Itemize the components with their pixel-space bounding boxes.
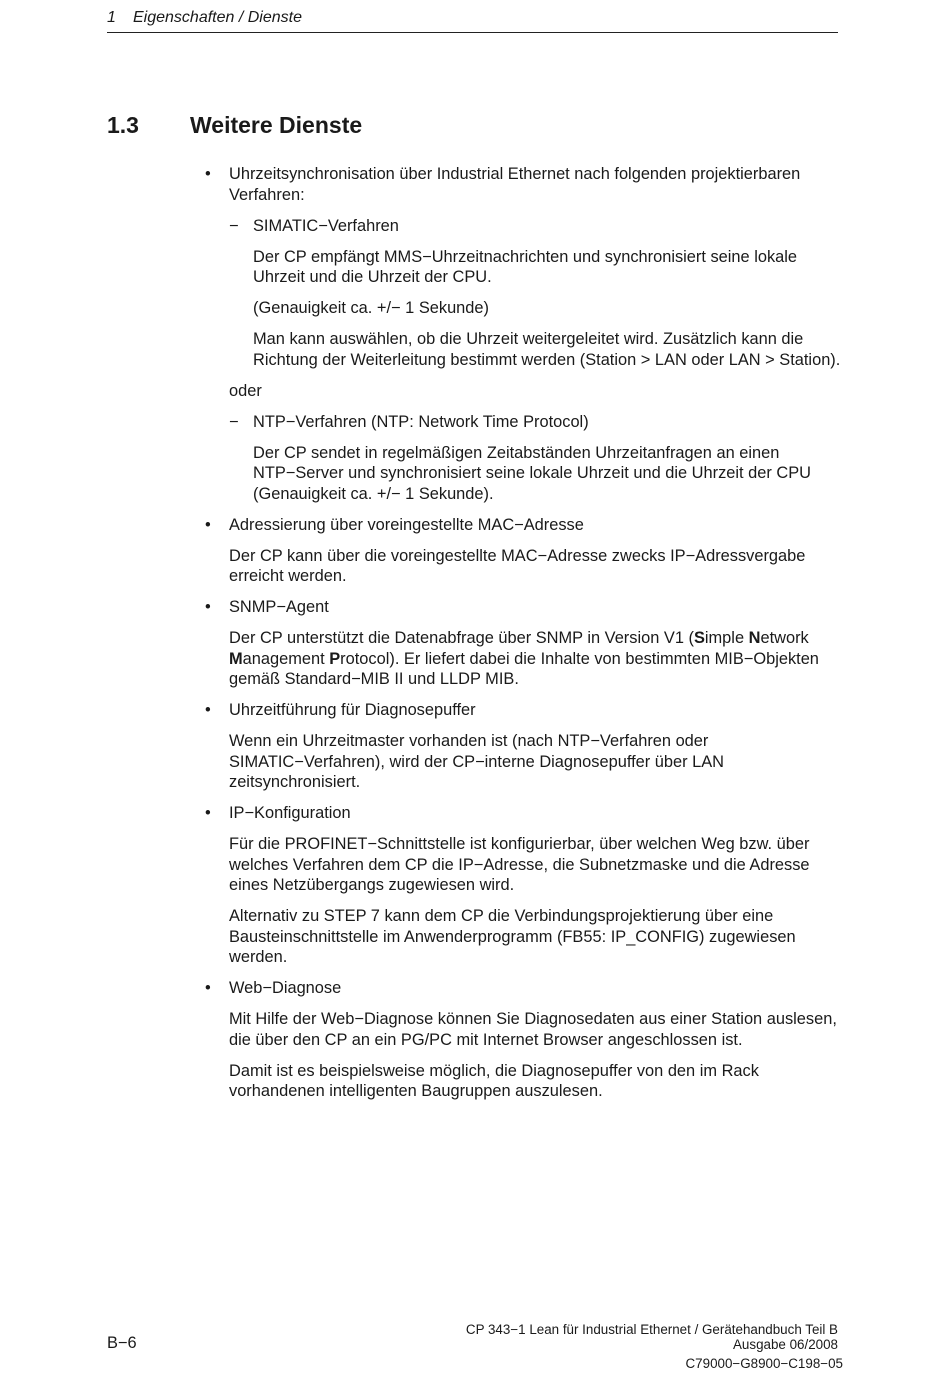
paragraph: Man kann auswählen, ob die Uhrzeit weitergeleitet wird. Zusätzlich kann die Richtung der Weiterleitung bestimmt werden (Station > LAN oder LAN > Station). <box>253 330 841 369</box>
paragraph: Mit Hilfe der Web−Diagnose können Sie Diagnosedaten aus einer Station auslesen, die über den CP an ein PG/PC mit Internet Browser angeschlossen ist. <box>229 1010 837 1049</box>
page-number: B−6 <box>107 1334 137 1352</box>
text-run: etwork <box>760 629 809 647</box>
bullet-text: IP−Konfiguration <box>229 804 351 822</box>
paragraph: Der CP sendet in regelmäßigen Zeitabständen Uhrzeitanfragen an einen NTP−Server und synchronisiert seine lokale Uhrzeit und die Uhrzeit der CPU (Genauigkeit ca. +/− 1 Sekunde). <box>253 443 811 503</box>
running-header <box>107 8 838 33</box>
bullet-item <box>205 700 841 721</box>
text-run: Der CP unterstützt die Datenabfrage über SNMP in Version V1 ( <box>229 629 694 647</box>
bullet-icon: • <box>205 701 211 719</box>
bullet-item <box>205 597 841 618</box>
text-run: anagement <box>242 649 330 668</box>
paragraph: (Genauigkeit ca. +/− 1 Sekunde) <box>253 299 489 317</box>
dash-text: SIMATIC−Verfahren <box>253 216 399 235</box>
footer-edition: Ausgabe 06/2008 <box>733 1337 838 1352</box>
bullet-item <box>205 515 841 536</box>
paragraph: Damit ist es beispielsweise möglich, die Diagnosepuffer von den im Rack vorhandenen intelligenten Baugruppen auszulesen. <box>229 1061 759 1100</box>
paragraph <box>205 628 841 690</box>
bullet-icon: • <box>205 804 211 822</box>
bold-letter: P <box>329 649 341 668</box>
dash-text: NTP−Verfahren (NTP: Network Time Protocol) <box>253 412 589 431</box>
bold-letter: M <box>229 649 243 668</box>
header-chapter-number: 1 <box>107 9 116 26</box>
bullet-text: Uhrzeitführung für Diagnosepuffer <box>229 701 476 719</box>
section-title: Weitere Dienste <box>190 112 363 138</box>
bullet-text: SNMP−Agent <box>229 598 329 616</box>
header-chapter-title: Eigenschaften / Dienste <box>133 9 302 26</box>
section-heading <box>107 111 362 139</box>
bullet-icon: • <box>205 165 211 183</box>
paragraph: Für die PROFINET−Schnittstelle ist konfigurierbar, über welchen Weg bzw. über welches Verfahren dem CP die IP−Adresse, die Subnetzmaske und die Adresse eines Netzübergangs zugewiesen wird. <box>229 835 810 894</box>
bullet-text: Adressierung über voreingestellte MAC−Adresse <box>229 515 584 534</box>
footer-order-code: C79000−G8900−C198−05 <box>685 1356 843 1371</box>
dash-icon: − <box>229 216 239 235</box>
bullet-text: Uhrzeitsynchronisation über Industrial Ethernet nach folgenden projektierbaren Verfahren: <box>229 165 801 204</box>
bullet-icon: • <box>205 979 211 997</box>
bullet-item <box>205 803 841 824</box>
dash-icon: − <box>229 412 239 431</box>
bullet-icon: • <box>205 515 211 534</box>
paragraph: Der CP empfängt MMS−Uhrzeitnachrichten und synchronisiert seine lokale Uhrzeit und die Uhrzeit der CPU. <box>253 247 798 286</box>
bullet-item <box>205 978 841 999</box>
section-number: 1.3 <box>107 112 139 138</box>
dash-item <box>205 216 841 237</box>
bullet-text: Web−Diagnose <box>229 979 342 997</box>
paragraph: Der CP kann über die voreingestellte MAC−Adresse zwecks IP−Adressvergabe erreicht werden. <box>229 546 806 585</box>
text-run: imple <box>704 629 749 647</box>
dash-item <box>205 412 841 433</box>
body-content <box>205 164 841 1112</box>
text-run: rotocol). Er liefert dabei die Inhalte von bestimmten MIB−Objekten gemäß Standard−MIB II und LLDP MIB. <box>229 649 819 688</box>
bold-letter: N <box>748 629 761 647</box>
bold-letter: S <box>693 629 705 647</box>
bullet-item <box>205 164 841 205</box>
footer-manual-info <box>466 1322 838 1352</box>
paragraph: Wenn ein Uhrzeitmaster vorhanden ist (nach NTP−Verfahren oder SIMATIC−Verfahren), wird der CP−interne Diagnosepuffer über LAN zeitsynchronisiert. <box>229 732 724 791</box>
bullet-icon: • <box>205 598 211 616</box>
footer-manual-title: CP 343−1 Lean für Industrial Ethernet / Gerätehandbuch Teil B <box>465 1322 838 1337</box>
paragraph: Alternativ zu STEP 7 kann dem CP die Verbindungsprojektierung über eine Bausteinschnittstelle im Anwenderprogramm (FB55: IP_CONFIG) zugewiesen werden. <box>229 907 796 966</box>
paragraph: oder <box>229 381 262 400</box>
